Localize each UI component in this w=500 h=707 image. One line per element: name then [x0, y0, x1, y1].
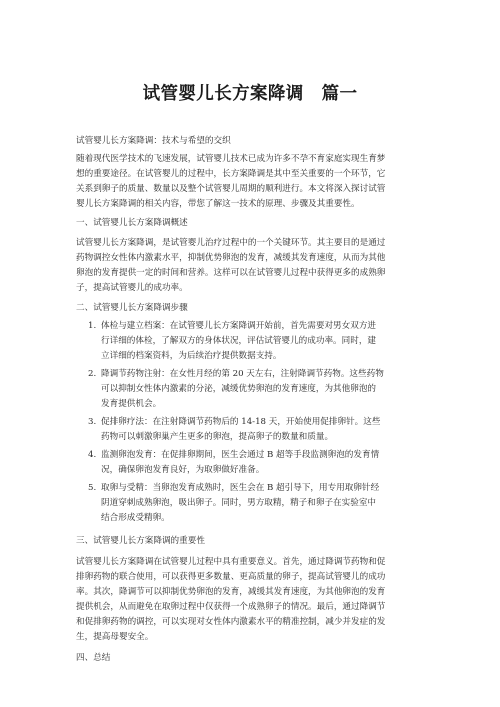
step-line: 行详细的体检，了解双方的身体状况，评估试管婴儿的成功率。同时，建	[101, 336, 377, 346]
step-line: 可以抑制女性体内激素的分泌，减缓优势卵泡的发育速度，为其他卵泡的	[101, 384, 377, 394]
section1-line: 子，提高试管婴儿的成功率。	[76, 283, 188, 293]
section-heading-2: 二、试管婴儿长方案降调步骤	[76, 303, 188, 313]
section3-line: 率。其次，降调节可以抑制优势卵泡的发育，减缓其发育速度，为其他卵泡的发育	[76, 587, 386, 597]
intro-line: 随着现代医学技术的飞速发展，试管婴儿技术已成为许多不孕不育家庭实现生育梦	[76, 154, 386, 164]
step-line: 结合形成受精卵。	[101, 513, 170, 523]
section3-line: 和促排卵药物的调控，可以实现对女性体内激素水平的精准控制，减少并发症的发	[76, 617, 386, 627]
intro-line: 婴儿长方案降调的相关内容，带您了解这一技术的原理、步骤及其重要性。	[76, 199, 360, 209]
subtitle: 试管婴儿长方案降调：技术与希望的交织	[76, 136, 231, 146]
intro-line: 关系到卵子的质量、数量以及整个试管婴儿周期的顺利进行。本文将深入探讨试管	[76, 184, 386, 194]
section-heading-4: 四、总结	[76, 653, 111, 663]
section1-line: 药物调控女性体内激素水平，抑制优势卵泡的发育，减缓其发育速度，从而为其他	[76, 253, 386, 263]
section3-line: 试管婴儿长方案降调在试管婴儿过程中具有重要意义。首先，通过降调节药物和促	[76, 557, 386, 567]
step-number: 3.	[88, 417, 97, 427]
section3-line: 排卵药物的联合使用，可以获得更多数量、更高质量的卵子，提高试管婴儿的成功	[76, 572, 386, 582]
step-line: 取卵与受精：当卵泡发育成熟时，医生会在 B 超引导下，用专用取卵针经	[101, 483, 380, 493]
step-line: 阴道穿刺成熟卵泡，吸出卵子。同时，男方取精，精子和卵子在实验室中	[101, 498, 377, 508]
step-number: 5.	[88, 483, 97, 493]
step-line: 促排卵疗法：在注射降调节药物后的 14-18 天，开始使用促排卵针。这些	[101, 417, 381, 427]
section3-line: 生，提高母婴安全。	[76, 632, 154, 642]
step-number: 1.	[88, 321, 97, 331]
step-line: 降调节药物注射：在女性月经的第 20 天左右，注射降调节药物。这些药物	[101, 369, 384, 379]
step-line: 药物可以刺激卵巢产生更多的卵泡，提高卵子的数量和质量。	[101, 432, 334, 442]
step-number: 2.	[88, 369, 97, 379]
intro-line: 想的重要途径。在试管婴儿的过程中，长方案降调是其中至关重要的一个环节，它	[76, 169, 386, 179]
step-line: 监测卵泡发育：在促排卵期间，医生会通过 B 超等手段监测卵泡的发育情	[101, 450, 380, 460]
step-line: 发育提供机会。	[101, 399, 162, 409]
step-line: 立详细的档案资料，为后续治疗提供数据支持。	[101, 351, 282, 361]
section-heading-1: 一、试管婴儿长方案降调概述	[76, 218, 188, 228]
section3-line: 提供机会，从而避免在取卵过程中仅获得一个成熟卵子的情况。最后，通过降调节	[76, 602, 386, 612]
step-line: 体检与建立档案：在试管婴儿长方案降调开始前，首先需要对男女双方进	[101, 321, 377, 331]
page-title: 试管婴儿长方案降调 篇一	[142, 84, 358, 104]
section-heading-3: 三、试管婴儿长方案降调的重要性	[76, 536, 205, 546]
section1-line: 卵泡的发育提供一定的时间和营养。这样可以在试管婴儿过程中获得更多的成熟卵	[76, 268, 386, 278]
section1-line: 试管婴儿长方案降调，是试管婴儿治疗过程中的一个关键环节。其主要目的是通过	[76, 238, 386, 248]
step-number: 4.	[88, 450, 97, 460]
step-line: 况，确保卵泡发育良好，为取卵做好准备。	[101, 465, 265, 475]
